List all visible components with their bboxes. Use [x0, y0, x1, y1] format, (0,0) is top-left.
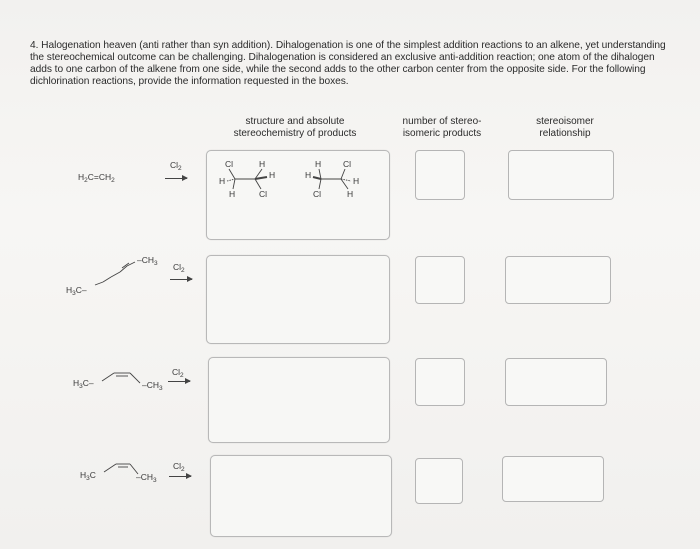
- methyl-group-label: $H_3C$: [80, 470, 96, 482]
- reactant-ethene: $H_2C=CH_2$: [78, 172, 115, 184]
- number-answer-box[interactable]: [415, 458, 463, 504]
- atom-label: Cl: [225, 159, 234, 169]
- relationship-answer-box[interactable]: [502, 456, 604, 502]
- product-structures: [207, 151, 389, 239]
- methyl-group-label: $H_3C-$: [66, 285, 87, 297]
- question-text: 4. Halogenation heaven (anti rather than syn addition). Dihalogenation is one of the simplest addition reactions to an alkene, yet understanding the stereochemical outcome can be challenging. Dihalogenation is considered an exclusive anti-addition reaction; one atom of the dihalogen adds to one carbon of the alkene from one side, while the second adds to the other carbon center from the opposite side. For the following dichlorination reactions, provide the information requested in the boxes.: [30, 40, 666, 87]
- relationship-answer-box[interactable]: [505, 358, 607, 406]
- products-answer-box[interactable]: [210, 455, 392, 537]
- atom-label: H: [315, 159, 322, 169]
- atom-label: H: [229, 189, 236, 199]
- relationship-answer-box[interactable]: [505, 256, 611, 304]
- reagent-cl2: $Cl_2$: [170, 160, 182, 172]
- number-answer-box[interactable]: [415, 150, 465, 200]
- methyl-group-label: $-CH_3$: [142, 380, 163, 392]
- reaction-arrow: [170, 279, 192, 280]
- atom-label: Cl: [313, 189, 322, 199]
- atom-label: H: [353, 176, 360, 186]
- header-relationship: stereoisomer relationship: [536, 116, 594, 139]
- atom-label: H: [347, 189, 354, 199]
- methyl-group-label: $-CH_3$: [136, 472, 157, 484]
- number-answer-box[interactable]: [415, 358, 465, 406]
- reagent-cl2: $Cl_2$: [172, 367, 184, 379]
- reagent-cl2: $Cl_2$: [173, 461, 185, 473]
- products-answer-box[interactable]: [206, 150, 390, 240]
- methyl-group-label: $-CH_3$: [137, 255, 158, 267]
- header-number: number of stereo-isomeric products: [402, 116, 482, 139]
- atom-label: H: [259, 159, 266, 169]
- reaction-arrow: [168, 381, 190, 382]
- relationship-answer-box[interactable]: [508, 150, 614, 200]
- reaction-arrow: [169, 476, 191, 477]
- atom-label: Cl: [259, 189, 268, 199]
- atom-label: H: [305, 170, 312, 180]
- atom-label: H: [269, 170, 276, 180]
- atom-label: H: [219, 176, 226, 186]
- header-products: structure and absolute stereochemistry of products: [233, 116, 357, 139]
- methyl-group-label: $H_3C-$: [73, 378, 94, 390]
- products-answer-box[interactable]: [208, 357, 390, 443]
- reagent-cl2: $Cl_2$: [173, 262, 185, 274]
- atom-label: Cl: [343, 159, 352, 169]
- number-answer-box[interactable]: [415, 256, 465, 304]
- products-answer-box[interactable]: [206, 255, 390, 344]
- reactant-2-butene-skeleton: [98, 365, 148, 395]
- reaction-arrow: [165, 178, 187, 179]
